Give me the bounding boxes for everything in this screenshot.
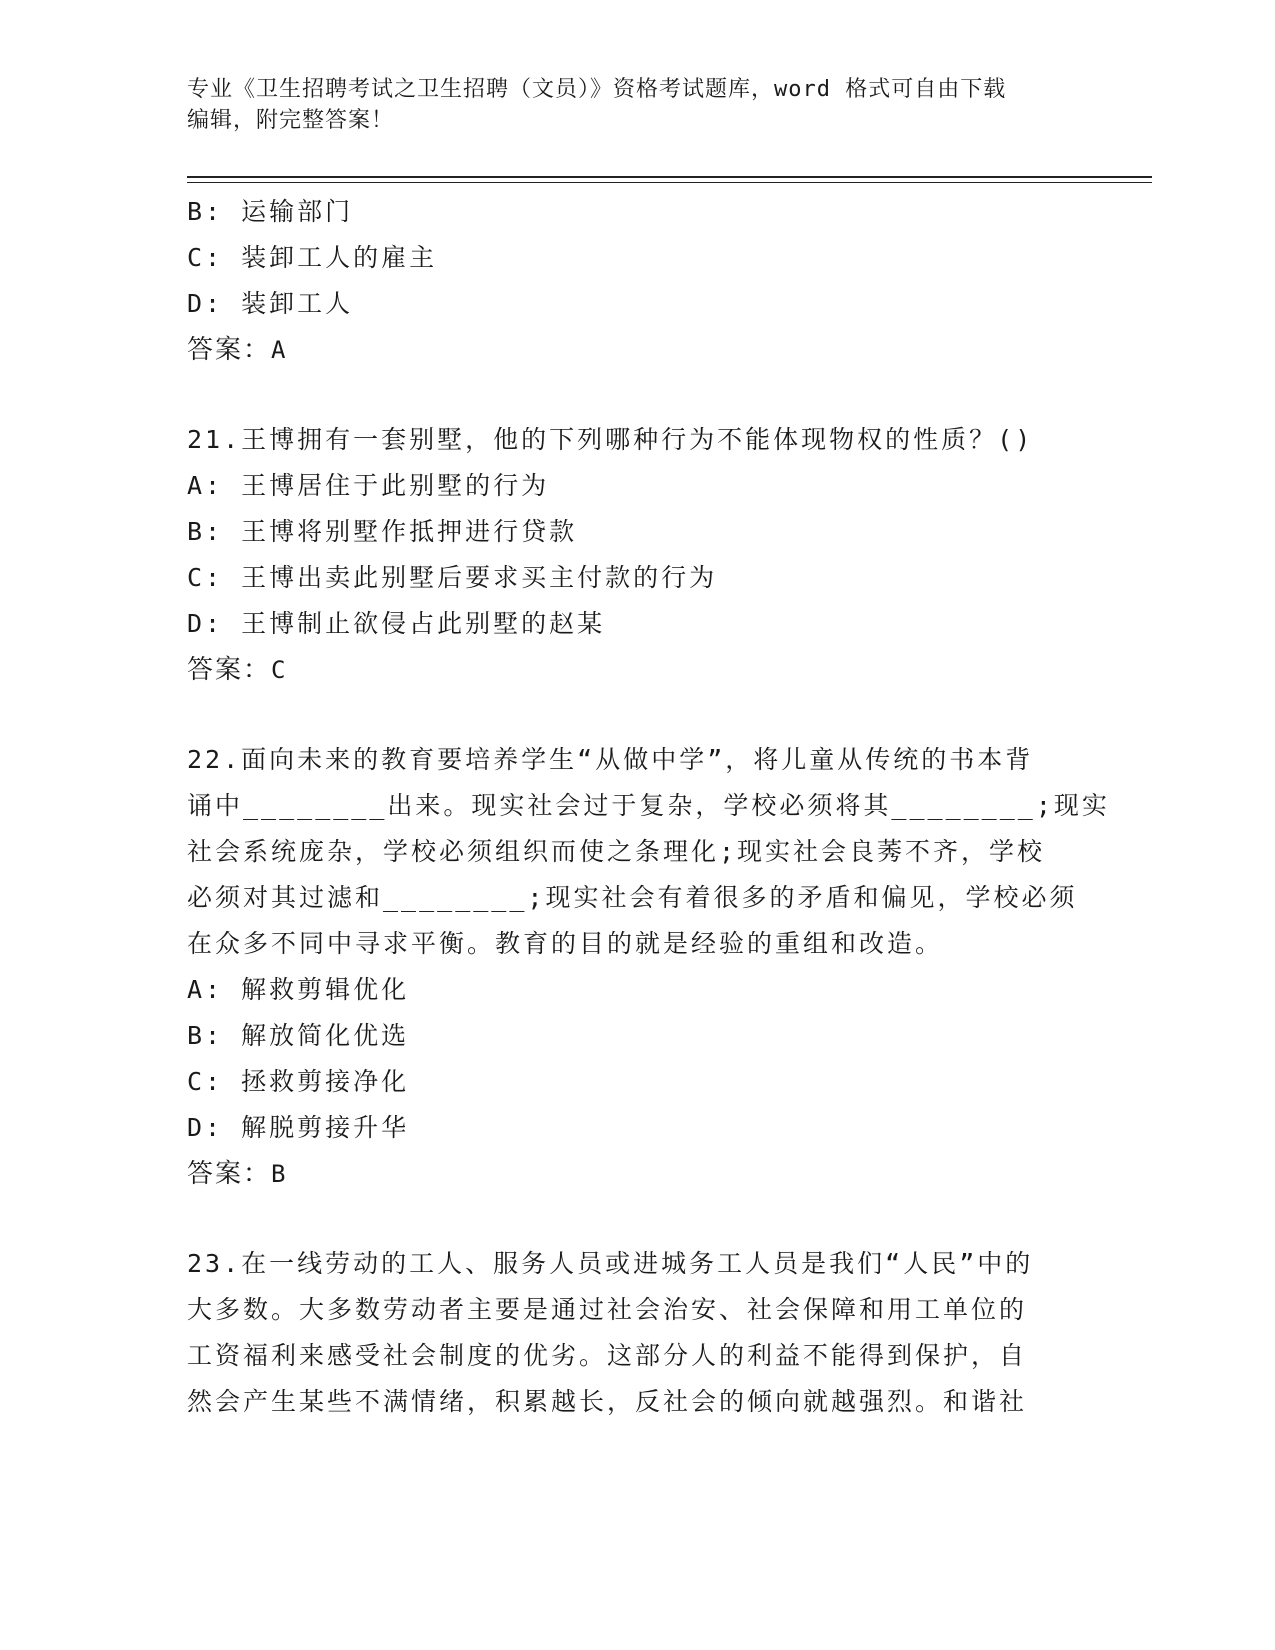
question-stem: 21.王博拥有一套别墅，他的下列哪种行为不能体现物权的性质？() (187, 425, 1034, 454)
answer-label: 答案： (187, 1159, 272, 1189)
option-c: C: 装卸工人的雇主 (187, 243, 438, 272)
option-a: A: 解救剪辑优化 (187, 975, 410, 1004)
option-d: D: 装卸工人 (187, 289, 354, 318)
question-23 (187, 1241, 1077, 1425)
header-line-2: 编辑，附完整答案！ (187, 108, 395, 133)
stem-line: 22.面向未来的教育要培养学生“从做中学”，将儿童从传统的书本背 (187, 745, 1034, 774)
stem-line: 诵中________出来。现实社会过于复杂，学校必须将其________;现实 (187, 791, 1110, 820)
stem-line: 在众多不同中寻求平衡。教育的目的就是经验的重组和改造。 (187, 929, 944, 958)
stem-line: 工资福利来感受社会制度的优劣。这部分人的利益不能得到保护，自 (187, 1341, 1028, 1370)
answer-value: A (271, 336, 288, 364)
stem-line: 大多数。大多数劳动者主要是通过社会治安、社会保障和用工单位的 (187, 1295, 1028, 1324)
option-b: B: 解放简化优选 (187, 1021, 410, 1050)
stem-line: 社会系统庞杂，学校必须组织而使之条理化;现实社会良莠不齐，学校 (187, 837, 1046, 866)
answer-line (187, 647, 1077, 693)
question-21 (187, 417, 1077, 693)
question-spacer (187, 373, 1077, 417)
answer-label: 答案： (187, 655, 272, 685)
document-header (187, 74, 1067, 136)
option-d: D: 解脱剪接升华 (187, 1113, 410, 1142)
header-divider-thin (187, 182, 1152, 183)
question-20-tail (187, 189, 1077, 373)
option-c: C: 王博出卖此别墅后要求买主付款的行为 (187, 563, 718, 592)
header-line-1: 专业《卫生招聘考试之卫生招聘（文员）》资格考试题库，word 格式可自由下载 (187, 77, 1007, 102)
question-spacer (187, 693, 1077, 737)
question-stem (187, 737, 1110, 967)
question-22 (187, 737, 1110, 1197)
answer-line (187, 1151, 1077, 1197)
stem-line: 必须对其过滤和________;现实社会有着很多的矛盾和偏见，学校必须 (187, 883, 1078, 912)
answer-line (187, 327, 1077, 373)
header-divider-thick (187, 176, 1152, 178)
answer-value: C (271, 656, 288, 684)
question-stem (187, 1241, 1077, 1425)
option-c: C: 拯救剪接净化 (187, 1067, 410, 1096)
answer-value: B (271, 1160, 288, 1188)
question-spacer (187, 1197, 1077, 1241)
stem-line: 23.在一线劳动的工人、服务人员或进城务工人员是我们“人民”中的 (187, 1249, 1034, 1278)
stem-line: 然会产生某些不满情绪，积累越长，反社会的倾向就越强烈。和谐社 (187, 1387, 1028, 1416)
option-a: A: 王博居住于此别墅的行为 (187, 471, 550, 500)
option-b: B: 运输部门 (187, 197, 354, 226)
answer-label: 答案： (187, 335, 272, 365)
document-body (187, 189, 1110, 1425)
option-d: D: 王博制止欲侵占此别墅的赵某 (187, 609, 606, 638)
option-b: B: 王博将别墅作抵押进行贷款 (187, 517, 578, 546)
